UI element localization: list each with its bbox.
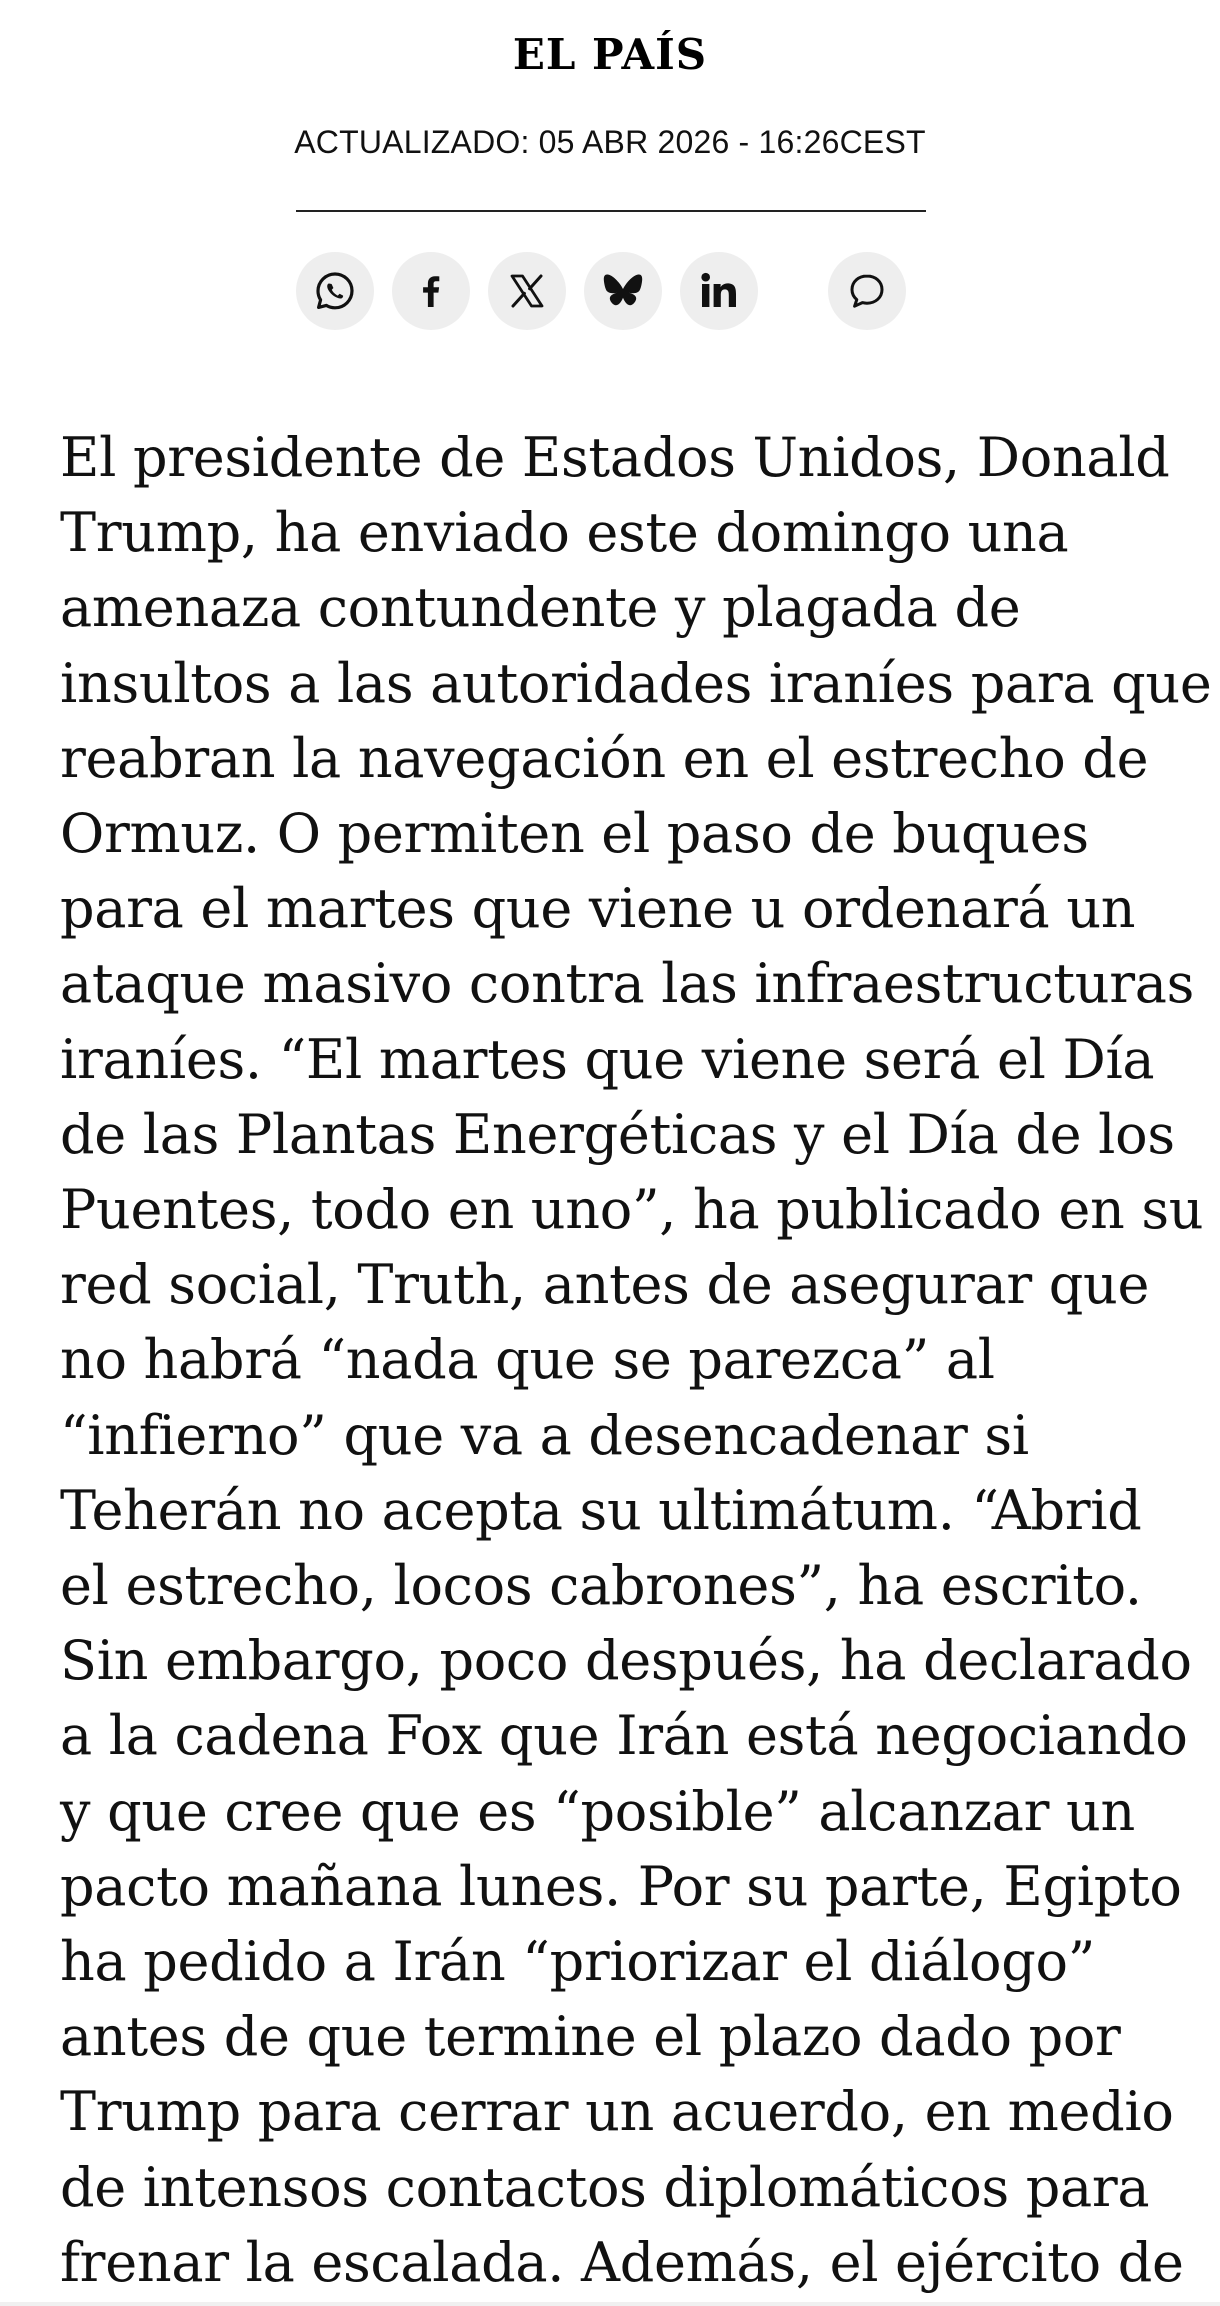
article-line: el estrecho, locos cabrones”, ha escrito. (60, 1554, 1142, 1618)
article-line: red social, Truth, antes de asegurar que (60, 1253, 1150, 1317)
article-line: Trump para cerrar un acuerdo, en medio (60, 2080, 1174, 2144)
article-line: y que cree que es “posible” alcanzar un (60, 1779, 1135, 1843)
facebook-icon (411, 271, 451, 311)
masthead-logo[interactable]: EL PAÍS (512, 30, 708, 79)
article-line: Sin embargo, poco después, ha declarado (60, 1629, 1192, 1693)
x-icon (507, 271, 547, 311)
share-bluesky-button[interactable] (584, 252, 662, 330)
article-line: de intensos contactos diplomáticos para (60, 2155, 1150, 2219)
article-line: iraníes. “El martes que viene será el Día (60, 1027, 1155, 1091)
share-whatsapp-button[interactable] (296, 252, 374, 330)
article-line: antes de que termine el plazo dado por (60, 2005, 1121, 2069)
article-line: El presidente de Estados Unidos, Donald (60, 426, 1170, 489)
article-line: reabran la navegación en el estrecho de (60, 726, 1149, 790)
article-line: Trump, ha enviado este domingo una (60, 501, 1069, 565)
article-line: para el martes que viene u ordenará un (60, 877, 1136, 941)
article-line: de las Plantas Energéticas y el Día de los (60, 1102, 1175, 1166)
article-line: Puentes, todo en uno”, ha publicado en su (60, 1178, 1204, 1242)
article-line: ataque masivo contra las infraestructuras (60, 952, 1195, 1016)
comments-button[interactable] (828, 252, 906, 330)
article-line: insultos a las autoridades iraníes para que (60, 651, 1212, 715)
bluesky-icon (601, 271, 645, 311)
share-bar (0, 252, 1220, 330)
article-body (60, 420, 1212, 2300)
article-line: frenar la escalada. Además, el ejército de (60, 2230, 1184, 2294)
share-facebook-button[interactable] (392, 252, 470, 330)
article-line: a la cadena Fox que Irán está negociando (60, 1704, 1188, 1768)
article-line: pacto mañana lunes. Por su parte, Egipto (60, 1854, 1182, 1918)
linkedin-icon (697, 269, 741, 313)
share-x-button[interactable] (488, 252, 566, 330)
bottom-edge (0, 2302, 1220, 2306)
article-line: Ormuz. O permiten el paso de buques (60, 802, 1089, 866)
header-divider (296, 210, 926, 212)
comment-icon (845, 269, 889, 313)
article-line: amenaza contundente y plagada de (60, 576, 1021, 640)
article-line: no habrá “nada que se parezca” al (60, 1328, 995, 1392)
whatsapp-icon (313, 269, 357, 313)
updated-timestamp: ACTUALIZADO: 05 ABR 2026 - 16:26CEST (294, 124, 926, 160)
article-line: “infierno” que va a desencadenar si (60, 1403, 1029, 1467)
article-line: Teherán no acepta su ultimátum. “Abrid (60, 1478, 1142, 1542)
article-line: ha pedido a Irán “priorizar el diálogo” (60, 1930, 1096, 1994)
share-linkedin-button[interactable] (680, 252, 758, 330)
